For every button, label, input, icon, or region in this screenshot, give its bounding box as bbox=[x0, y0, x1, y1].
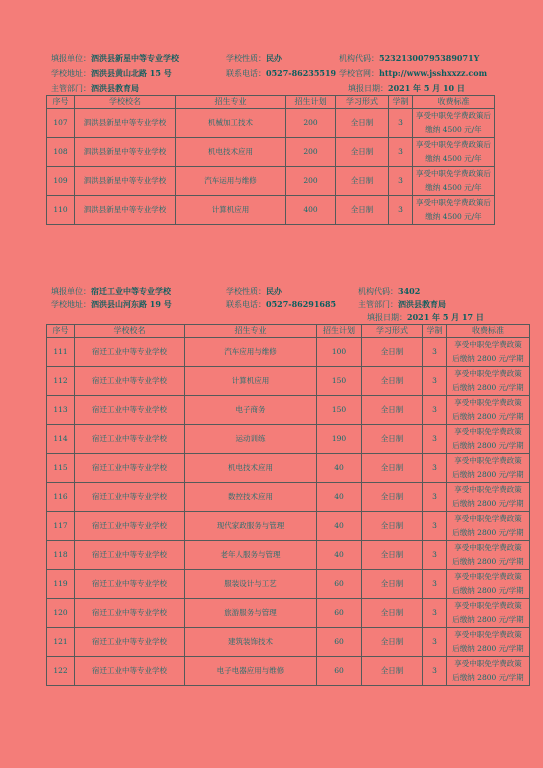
col-header: 学习形式 bbox=[362, 325, 423, 338]
duration: 3 bbox=[423, 599, 447, 628]
fee-line-2: 缴纳 4500 元/年 bbox=[425, 125, 482, 134]
col-header: 招生专业 bbox=[185, 325, 317, 338]
enroll-plan: 60 bbox=[317, 599, 362, 628]
duration: 3 bbox=[423, 454, 447, 483]
school-name: 宿迁工业中等专业学校 bbox=[75, 396, 185, 425]
enroll-plan: 200 bbox=[286, 138, 336, 167]
study-form: 全日制 bbox=[362, 599, 423, 628]
duration: 3 bbox=[423, 541, 447, 570]
enroll-plan: 190 bbox=[317, 425, 362, 454]
col-header: 学制 bbox=[389, 96, 413, 109]
school-name: 泗洪县新星中等专业学校 bbox=[75, 196, 176, 225]
row-number: 113 bbox=[47, 396, 75, 425]
date-value: 2021 年 5 月 10 日 bbox=[388, 83, 465, 93]
date-label: 填报日期： bbox=[348, 84, 388, 93]
col-header: 序号 bbox=[47, 325, 75, 338]
addr-value: 泗洪县山河东路 19 号 bbox=[91, 299, 172, 309]
table-row bbox=[47, 396, 530, 425]
row-number: 117 bbox=[47, 512, 75, 541]
code-label: 机构代码： bbox=[339, 54, 379, 63]
fee-line-2: 缴纳 4500 元/年 bbox=[425, 212, 482, 221]
nature-value: 民办 bbox=[266, 286, 282, 296]
col-header: 招生计划 bbox=[317, 325, 362, 338]
school-name: 泗洪县新星中等专业学校 bbox=[75, 138, 176, 167]
fee-line-1: 享受中职免学费政策 bbox=[454, 630, 522, 639]
fee-line-1: 享受中职免学费政策 bbox=[454, 427, 522, 436]
study-form: 全日制 bbox=[362, 570, 423, 599]
study-form: 全日制 bbox=[362, 396, 423, 425]
block1-addr bbox=[51, 68, 172, 79]
nature-value: 民办 bbox=[266, 53, 282, 63]
school-name: 宿迁工业中等专业学校 bbox=[75, 454, 185, 483]
school-name: 宿迁工业中等专业学校 bbox=[75, 657, 185, 686]
unit-value: 泗洪县新星中等专业学校 bbox=[91, 53, 179, 63]
school-name: 泗洪县新星中等专业学校 bbox=[75, 109, 176, 138]
fee-standard bbox=[447, 512, 530, 541]
table-row bbox=[47, 367, 530, 396]
fee-standard bbox=[447, 454, 530, 483]
row-number: 110 bbox=[47, 196, 75, 225]
fee-line-1: 享受中职免学费政策 bbox=[454, 659, 522, 668]
site-label: 学校官网： bbox=[339, 69, 379, 78]
row-number: 121 bbox=[47, 628, 75, 657]
duration: 3 bbox=[423, 657, 447, 686]
fee-line-2: 后缴纳 2800 元/学期 bbox=[452, 441, 524, 450]
row-number: 118 bbox=[47, 541, 75, 570]
major-name: 计算机应用 bbox=[185, 367, 317, 396]
duration: 3 bbox=[389, 138, 413, 167]
table-row bbox=[47, 454, 530, 483]
row-number: 120 bbox=[47, 599, 75, 628]
block2-table bbox=[46, 324, 530, 686]
row-number: 109 bbox=[47, 167, 75, 196]
col-header: 收费标准 bbox=[447, 325, 530, 338]
unit-label: 填报单位： bbox=[51, 287, 91, 296]
addr-label: 学校地址： bbox=[51, 300, 91, 309]
table-row bbox=[47, 425, 530, 454]
fee-line-2: 后缴纳 2800 元/学期 bbox=[452, 383, 524, 392]
block2-phone bbox=[226, 299, 336, 310]
enroll-plan: 150 bbox=[317, 367, 362, 396]
fee-line-1: 享受中职免学费政策 bbox=[454, 456, 522, 465]
phone-label: 联系电话： bbox=[226, 69, 266, 78]
enroll-plan: 60 bbox=[317, 628, 362, 657]
table-row bbox=[47, 338, 530, 367]
block1-code bbox=[339, 53, 479, 64]
col-header: 学校校名 bbox=[75, 96, 176, 109]
major-name: 服装设计与工艺 bbox=[185, 570, 317, 599]
fee-line-1: 享受中职免学费政策 bbox=[454, 485, 522, 494]
study-form: 全日制 bbox=[362, 338, 423, 367]
phone-label: 联系电话： bbox=[226, 300, 266, 309]
row-number: 116 bbox=[47, 483, 75, 512]
fee-standard bbox=[413, 196, 495, 225]
fee-standard bbox=[447, 541, 530, 570]
col-header: 学制 bbox=[423, 325, 447, 338]
fee-line-1: 享受中职免学费政策后 bbox=[416, 169, 491, 178]
col-header: 招生计划 bbox=[286, 96, 336, 109]
fee-line-2: 后缴纳 2800 元/学期 bbox=[452, 615, 524, 624]
enroll-plan: 40 bbox=[317, 483, 362, 512]
study-form: 全日制 bbox=[336, 138, 389, 167]
row-number: 107 bbox=[47, 109, 75, 138]
enroll-plan: 200 bbox=[286, 109, 336, 138]
fee-line-1: 享受中职免学费政策后 bbox=[416, 140, 491, 149]
study-form: 全日制 bbox=[336, 109, 389, 138]
school-name: 宿迁工业中等专业学校 bbox=[75, 599, 185, 628]
fee-standard bbox=[447, 367, 530, 396]
school-name: 宿迁工业中等专业学校 bbox=[75, 570, 185, 599]
study-form: 全日制 bbox=[362, 367, 423, 396]
fee-standard bbox=[447, 599, 530, 628]
dept-value: 泗洪县教育局 bbox=[91, 83, 139, 93]
row-number: 122 bbox=[47, 657, 75, 686]
block2-dept bbox=[358, 299, 446, 310]
row-number: 119 bbox=[47, 570, 75, 599]
code-label: 机构代码： bbox=[358, 287, 398, 296]
nature-label: 学校性质： bbox=[226, 54, 266, 63]
table-header-row bbox=[47, 96, 495, 109]
school-name: 宿迁工业中等专业学校 bbox=[75, 628, 185, 657]
table-row bbox=[47, 628, 530, 657]
table-row bbox=[47, 599, 530, 628]
study-form: 全日制 bbox=[362, 425, 423, 454]
fee-standard bbox=[447, 483, 530, 512]
enroll-plan: 100 bbox=[317, 338, 362, 367]
major-name: 数控技术应用 bbox=[185, 483, 317, 512]
fee-standard bbox=[413, 138, 495, 167]
study-form: 全日制 bbox=[336, 167, 389, 196]
study-form: 全日制 bbox=[336, 196, 389, 225]
fee-standard bbox=[413, 167, 495, 196]
fee-line-2: 缴纳 4500 元/年 bbox=[425, 183, 482, 192]
fee-line-1: 享受中职免学费政策 bbox=[454, 398, 522, 407]
date-value: 2021 年 5 月 17 日 bbox=[407, 312, 484, 322]
block1-dept bbox=[51, 83, 139, 94]
block1-site bbox=[339, 68, 487, 79]
duration: 3 bbox=[423, 425, 447, 454]
col-header: 招生专业 bbox=[176, 96, 286, 109]
row-number: 112 bbox=[47, 367, 75, 396]
fee-line-2: 后缴纳 2800 元/学期 bbox=[452, 499, 524, 508]
col-header: 学习形式 bbox=[336, 96, 389, 109]
dept-label: 主管部门： bbox=[51, 84, 91, 93]
unit-value: 宿迁工业中等专业学校 bbox=[91, 286, 171, 296]
block2-nature bbox=[226, 286, 282, 297]
addr-label: 学校地址： bbox=[51, 69, 91, 78]
school-name: 宿迁工业中等专业学校 bbox=[75, 541, 185, 570]
school-name: 宿迁工业中等专业学校 bbox=[75, 367, 185, 396]
fee-line-2: 后缴纳 2800 元/学期 bbox=[452, 354, 524, 363]
study-form: 全日制 bbox=[362, 541, 423, 570]
major-name: 运动训练 bbox=[185, 425, 317, 454]
study-form: 全日制 bbox=[362, 628, 423, 657]
enroll-plan: 60 bbox=[317, 570, 362, 599]
fee-line-2: 后缴纳 2800 元/学期 bbox=[452, 412, 524, 421]
study-form: 全日制 bbox=[362, 454, 423, 483]
duration: 3 bbox=[423, 367, 447, 396]
major-name: 建筑装饰技术 bbox=[185, 628, 317, 657]
table-row bbox=[47, 483, 530, 512]
fee-standard bbox=[447, 628, 530, 657]
enroll-plan: 400 bbox=[286, 196, 336, 225]
duration: 3 bbox=[423, 628, 447, 657]
code-value: 52321300795389071Y bbox=[379, 53, 480, 63]
block2-addr bbox=[51, 299, 172, 310]
dept-value: 泗洪县教育局 bbox=[398, 299, 446, 309]
block1-unit bbox=[51, 53, 179, 64]
study-form: 全日制 bbox=[362, 657, 423, 686]
fee-line-2: 后缴纳 2800 元/学期 bbox=[452, 528, 524, 537]
fee-line-2: 后缴纳 2800 元/学期 bbox=[452, 673, 524, 682]
block2-unit bbox=[51, 286, 171, 297]
major-name: 汽车应用与维修 bbox=[185, 338, 317, 367]
fee-line-1: 享受中职免学费政策 bbox=[454, 514, 522, 523]
duration: 3 bbox=[423, 396, 447, 425]
row-number: 115 bbox=[47, 454, 75, 483]
school-name: 宿迁工业中等专业学校 bbox=[75, 425, 185, 454]
school-name: 泗洪县新星中等专业学校 bbox=[75, 167, 176, 196]
fee-standard bbox=[447, 396, 530, 425]
duration: 3 bbox=[423, 338, 447, 367]
phone-value: 0527-86291685 bbox=[266, 299, 337, 309]
fee-standard bbox=[447, 338, 530, 367]
fee-standard bbox=[447, 570, 530, 599]
fee-standard bbox=[413, 109, 495, 138]
site-value: http://www.jsshxxzz.com bbox=[379, 68, 488, 78]
study-form: 全日制 bbox=[362, 483, 423, 512]
table-header-row bbox=[47, 325, 530, 338]
major-name: 机电技术应用 bbox=[176, 138, 286, 167]
col-header: 序号 bbox=[47, 96, 75, 109]
fee-line-2: 缴纳 4500 元/年 bbox=[425, 154, 482, 163]
duration: 3 bbox=[389, 196, 413, 225]
addr-value: 泗洪县黄山北路 15 号 bbox=[91, 68, 172, 78]
table-row bbox=[47, 138, 495, 167]
school-name: 宿迁工业中等专业学校 bbox=[75, 512, 185, 541]
block1-phone bbox=[226, 68, 336, 79]
fee-line-1: 享受中职免学费政策 bbox=[454, 340, 522, 349]
date-label: 填报日期： bbox=[367, 313, 407, 322]
enroll-plan: 40 bbox=[317, 512, 362, 541]
table-row bbox=[47, 196, 495, 225]
row-number: 114 bbox=[47, 425, 75, 454]
major-name: 现代家政服务与管理 bbox=[185, 512, 317, 541]
dept-label: 主管部门： bbox=[358, 300, 398, 309]
fee-line-1: 享受中职免学费政策 bbox=[454, 543, 522, 552]
duration: 3 bbox=[423, 570, 447, 599]
major-name: 机械加工技术 bbox=[176, 109, 286, 138]
block1-nature bbox=[226, 53, 282, 64]
table-row bbox=[47, 657, 530, 686]
duration: 3 bbox=[389, 167, 413, 196]
table-row bbox=[47, 541, 530, 570]
enroll-plan: 60 bbox=[317, 657, 362, 686]
row-number: 108 bbox=[47, 138, 75, 167]
duration: 3 bbox=[423, 512, 447, 541]
block2-code bbox=[358, 286, 420, 297]
phone-value: 0527-86235519 bbox=[266, 68, 337, 78]
fee-standard bbox=[447, 425, 530, 454]
fee-line-2: 后缴纳 2800 元/学期 bbox=[452, 644, 524, 653]
col-header: 收费标准 bbox=[413, 96, 495, 109]
major-name: 老年人服务与管理 bbox=[185, 541, 317, 570]
block2-date bbox=[367, 312, 484, 323]
block1-table bbox=[46, 95, 495, 225]
major-name: 电子电器应用与维修 bbox=[185, 657, 317, 686]
fee-line-2: 后缴纳 2800 元/学期 bbox=[452, 586, 524, 595]
major-name: 计算机应用 bbox=[176, 196, 286, 225]
duration: 3 bbox=[423, 483, 447, 512]
major-name: 机电技术应用 bbox=[185, 454, 317, 483]
school-name: 宿迁工业中等专业学校 bbox=[75, 483, 185, 512]
table-row bbox=[47, 512, 530, 541]
table-row bbox=[47, 167, 495, 196]
col-header: 学校校名 bbox=[75, 325, 185, 338]
duration: 3 bbox=[389, 109, 413, 138]
code-value: 3402 bbox=[398, 286, 421, 296]
row-number: 111 bbox=[47, 338, 75, 367]
fee-line-2: 后缴纳 2800 元/学期 bbox=[452, 557, 524, 566]
enroll-plan: 150 bbox=[317, 396, 362, 425]
enroll-plan: 40 bbox=[317, 541, 362, 570]
major-name: 电子商务 bbox=[185, 396, 317, 425]
table-row bbox=[47, 109, 495, 138]
enroll-plan: 40 bbox=[317, 454, 362, 483]
fee-standard bbox=[447, 657, 530, 686]
study-form: 全日制 bbox=[362, 512, 423, 541]
fee-line-1: 享受中职免学费政策 bbox=[454, 369, 522, 378]
fee-line-1: 享受中职免学费政策后 bbox=[416, 111, 491, 120]
block1-date bbox=[348, 83, 465, 94]
fee-line-1: 享受中职免学费政策 bbox=[454, 601, 522, 610]
unit-label: 填报单位： bbox=[51, 54, 91, 63]
table-row bbox=[47, 570, 530, 599]
school-name: 宿迁工业中等专业学校 bbox=[75, 338, 185, 367]
nature-label: 学校性质： bbox=[226, 287, 266, 296]
major-name: 汽车运用与维修 bbox=[176, 167, 286, 196]
fee-line-1: 享受中职免学费政策 bbox=[454, 572, 522, 581]
fee-line-2: 后缴纳 2800 元/学期 bbox=[452, 470, 524, 479]
enroll-plan: 200 bbox=[286, 167, 336, 196]
fee-line-1: 享受中职免学费政策后 bbox=[416, 198, 491, 207]
major-name: 旅游服务与管理 bbox=[185, 599, 317, 628]
